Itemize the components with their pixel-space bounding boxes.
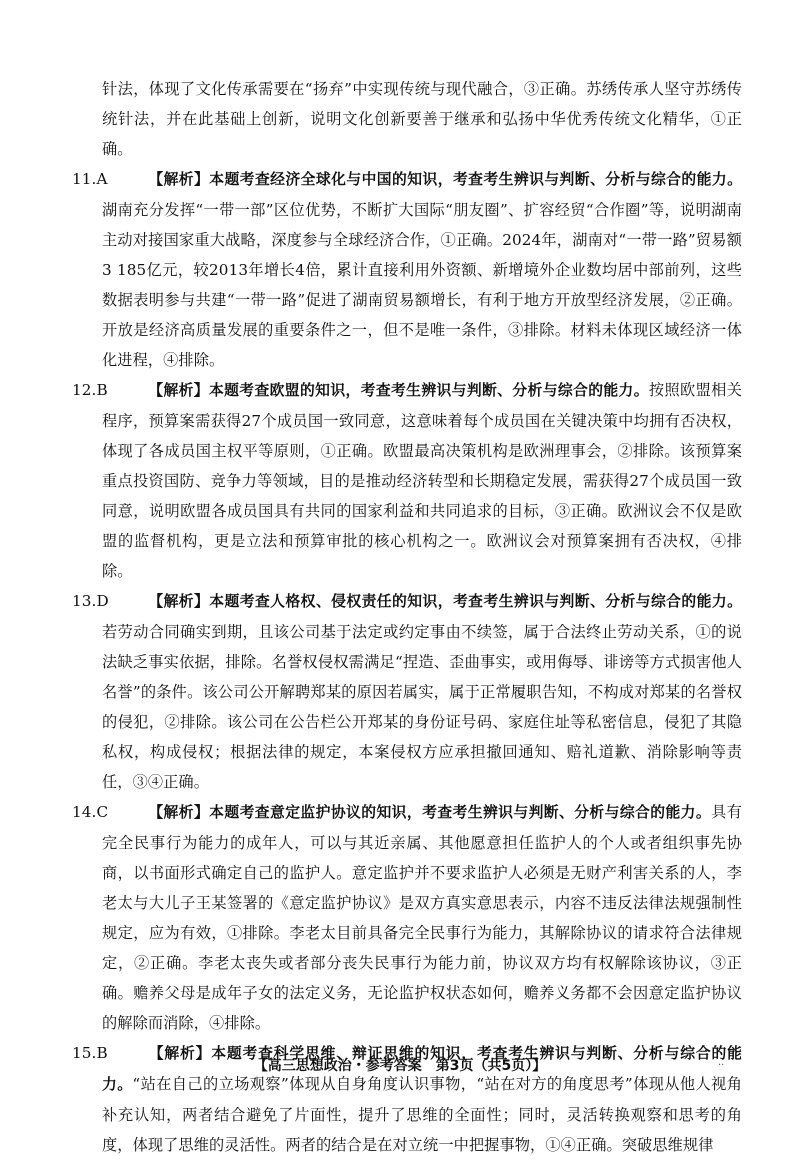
- item-number: 11.A: [72, 164, 132, 194]
- page-footer: 【高三思想政治・参考答案 第3页（共5页）】: [253, 1058, 547, 1074]
- continuation-paragraph: 针法，体现了文化传承需要在“扬弃”中实现传统与现代融合，③正确。苏绣传承人坚守苏绣传统针法，并在此基础上创新，说明文化创新要善于继承和弘扬中华优秀传统文化精华，①正确。: [102, 80, 742, 158]
- item-explanation: 湖南充分发挥“一带一部”区位优势，不断扩大国际“朋友圈”、扩容经贸“合作圈”等，说明湖南主动对接国家重大战略，深度参与全球经济合作，①正确。2024年，湖南对“一带一路”贸易额3 185亿元，较2013年增长4倍，累计直接利用外资额、新增境外企业数均居中部前列，这些数据表明参与共建“一带一路”促进了湖南贸易额增长，有利于地方开放型经济发展，②正确。开放是经济高质量发展的重要条件之一，但不是唯一条件，③排除。材料未体现区域经济一体化进程，④排除。: [102, 201, 742, 369]
- item-answer: B: [96, 1044, 108, 1062]
- item-number: 15.B: [72, 1038, 132, 1068]
- answer-item-13: [72, 586, 742, 797]
- item-answer: B: [96, 381, 108, 399]
- answer-item-14: [72, 797, 742, 1038]
- item-heading: 【解析】本题考查欧盟的知识，考查考生辨识与判断、分析与综合的能力。: [148, 382, 649, 399]
- answer-item-12: [72, 375, 742, 586]
- item-number: 14.C: [72, 797, 132, 827]
- item-answer: D: [96, 592, 109, 610]
- answer-item-11: [72, 164, 742, 375]
- item-answer: A: [96, 170, 108, 188]
- item-explanation: 若劳动合同确实到期，且该公司基于法定或约定事由不续签，属于合法终止劳动关系，①的说法缺乏事实依据，排除。名誉权侵权需满足“捏造、歪曲事实，或用侮辱、诽谤等方式损害他人名誉”的条件。该公司公开解聘郑某的原因若属实，属于正常履职告知，不构成对郑某的名誉权的侵犯，②排除。该公司在公告栏公开郑某的身份证号码、家庭住址等私密信息，侵犯了其隐私权，构成侵权；根据法律的规定，本案侵权方应承担撤回通知、赔礼道歉、消除影响等责任，③④正确。: [102, 623, 742, 791]
- item-explanation: “站在自己的立场观察”体现从自身角度认识事物，“站在对方的角度思考”体现从他人视角补充认知，两者结合避免了片面性，提升了思维的全面性；同时，灵活转换观察和思考的角度，体现了思维的灵活性。两者的结合是在对立统一中把握事物，①④正确。突破思维规律: [102, 1075, 742, 1154]
- item-number: 13.D: [72, 586, 132, 616]
- answer-body: [72, 74, 742, 1160]
- item-heading: 【解析】本题考查科学思维、辩证思维的知识，考查考生辨识与判断、分析与综合的能力。: [102, 1045, 742, 1093]
- item-heading: 【解析】本题考查经济全球化与中国的知识，考查考生辨识与判断、分析与综合的能力。: [148, 171, 742, 188]
- item-explanation: 按照欧盟相关程序，预算案需获得27个成员国一致同意，这意味着每个成员国在关键决策中均拥有否决权，体现了各成员国主权平等原则，①正确。欧盟最高决策机构是欧洲理事会，②排除。该预算案重点投资国防、竞争力等领域，目的是推动经济转型和长期稳定发展，需获得27个成员国一致同意，说明欧盟各成员国具有共同的国家利益和共同追求的目标，③正确。欧洲议会不仅是欧盟的监督机构，更是立法和预算审批的核心机构之一。欧洲议会对预算案拥有否决权，④排除。: [102, 381, 742, 580]
- item-explanation: 具有完全民事行为能力的成年人，可以与其近亲属、其他愿意担任监护人的个人或者组织事先协商，以书面形式确定自己的监护人。意定监护并不要求监护人必须是无财产利害关系的人，李老太与大儿子王某签署的《意定监护协议》是双方真实意思表示，内容不违反法律法规强制性规定，应为有效，①排除。李老太目前具备完全民事行为能力，其解除协议的请求符合法律规定，②正确。李老太丧失或者部分丧失民事行为能力前，协议双方均有权解除该协议，③正确。赡养父母是成年子女的法定义务，无论监护权状态如何，赡养义务都不会因意定监护协议的解除而消除，④排除。: [102, 803, 742, 1032]
- corner-mark: ··: [718, 1060, 725, 1071]
- item-number: 12.B: [72, 375, 132, 405]
- item-answer: C: [96, 803, 109, 821]
- item-heading: 【解析】本题考查人格权、侵权责任的知识，考查考生辨识与判断、分析与综合的能力。: [148, 593, 742, 610]
- item-heading: 【解析】本题考查意定监护协议的知识，考查考生辨识与判断、分析与综合的能力。: [148, 804, 712, 821]
